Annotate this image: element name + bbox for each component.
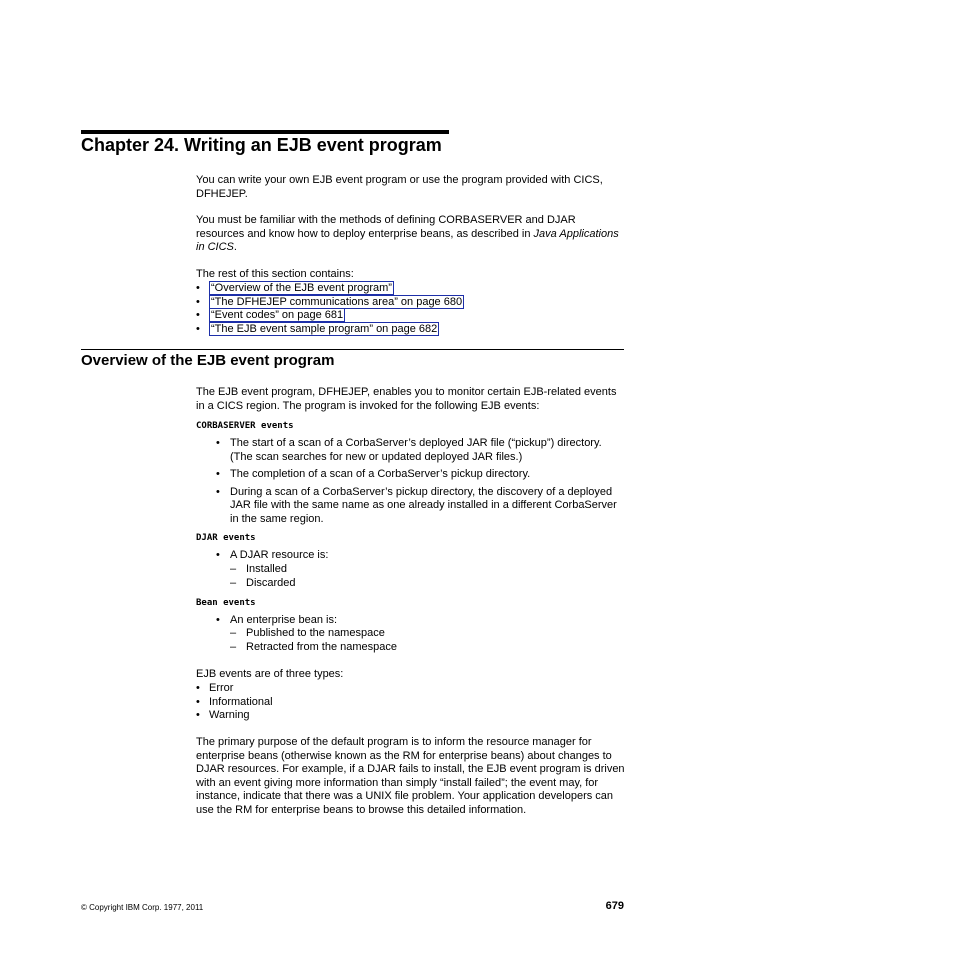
list-item-text: Retracted from the namespace (246, 640, 398, 653)
list-item (216, 486, 626, 527)
list-item (216, 614, 626, 628)
list-item (196, 696, 273, 710)
dash: – (230, 576, 237, 589)
list-item-text: During a scan of a CorbaServer’s pickup directory, the discovery of a deployed JAR file with the same name as one already installed in a different CorbaServer in the same region. (230, 485, 617, 525)
bullet: • (196, 695, 200, 708)
list-item (230, 641, 397, 655)
book-title: Java Applications in CICS (196, 227, 619, 253)
bullet: • (196, 682, 200, 694)
list-item (196, 323, 464, 337)
event-types-list (196, 682, 273, 723)
bean-events-label: Bean events (196, 598, 256, 608)
list-item-text: The start of a scan of a CorbaServer’s deployed JAR file (“pickup”) directory. (The scan searches for new or updated deployed JAR files.) (230, 437, 602, 463)
section-title: Overview of the EJB event program (81, 352, 335, 369)
list-item (230, 627, 397, 641)
section-rule (81, 349, 624, 350)
list-item (216, 437, 626, 464)
section-contents-list (196, 282, 464, 336)
bullet: • (216, 485, 220, 498)
list-item-text: The completion of a scan of a CorbaServer’s pickup directory. (230, 468, 531, 480)
link-event-codes[interactable]: “Event codes” on page 681 (211, 309, 344, 322)
section-paragraph-1: The EJB event program, DFHEJEP, enables you to monitor certain EJB-related events in a CICS region. The program is invoked for the following EJB events: (196, 386, 617, 412)
list-item-text: Discarded (246, 576, 296, 589)
intro-paragraph-2-end: . (233, 241, 237, 253)
bean-subitems-list (230, 627, 397, 654)
bullet: • (196, 709, 200, 722)
types-intro: EJB events are of three types: (196, 668, 344, 680)
bullet: • (196, 282, 200, 294)
bullet: • (216, 437, 220, 449)
intro-paragraph-2-text: You must be familiar with the methods of defining CORBASERVER and DJAR resources and know how to deploy enterprise beans, as described in (196, 214, 576, 240)
list-item-text: An enterprise bean is: (230, 614, 338, 626)
bullet: • (216, 549, 220, 561)
link-sample-program[interactable]: “The EJB event sample program” on page 682 (211, 322, 438, 335)
list-item-text: Informational (209, 695, 273, 708)
list-item-text: Published to the namespace (246, 627, 385, 639)
list-item-text: Warning (209, 709, 250, 722)
intro-paragraph-3: The rest of this section contains: (196, 268, 354, 280)
page-number: 679 (605, 900, 624, 912)
corbaserver-events-label: CORBASERVER events (196, 421, 294, 431)
chapter-title: Chapter 24. Writing an EJB event program (81, 135, 442, 155)
list-item (196, 282, 464, 296)
list-item (196, 309, 464, 323)
list-item (216, 549, 626, 563)
dash: – (230, 640, 237, 653)
bullet: • (196, 309, 200, 322)
intro-paragraph-1: You can write your own EJB event program or use the program provided with CICS, DFHEJEP. (196, 174, 603, 200)
copyright: © Copyright IBM Corp. 1977, 2011 (81, 903, 204, 912)
section-paragraph-last: The primary purpose of the default program is to inform the resource manager for enterprise beans (otherwise known as the RM for enterprise beans) about changes to DJAR resources. For example, if a DJAR fails to install, the EJB event program is driven with an event giving more information than simply “install failed”; the event may, for instance, indicate that there was a UNIX file problem. Your application developers can use the RM for enterprise beans to browse this detailed information. (196, 736, 625, 816)
corbaserver-events-list (216, 437, 626, 530)
bullet: • (216, 614, 220, 626)
chapter-rule (81, 130, 449, 134)
list-item (230, 563, 296, 577)
list-item-text: Error (209, 682, 234, 694)
list-item-text: A DJAR resource is: (230, 549, 329, 561)
link-communications-area[interactable]: “The DFHEJEP communications area” on page 680 (211, 295, 463, 308)
link-overview[interactable]: “Overview of the EJB event program” (211, 282, 392, 294)
list-item (216, 468, 626, 482)
bullet: • (196, 295, 200, 308)
dash: – (230, 563, 237, 575)
list-item (230, 577, 296, 591)
list-item-text: Installed (246, 563, 287, 575)
list-item (196, 709, 273, 723)
list-item (196, 296, 464, 310)
bullet: • (196, 322, 200, 335)
dash: – (230, 627, 237, 639)
bullet: • (216, 468, 220, 480)
intro-paragraph-2 (196, 214, 626, 255)
djar-events-label: DJAR events (196, 533, 256, 543)
list-item (196, 682, 273, 696)
djar-subitems-list (230, 563, 296, 590)
